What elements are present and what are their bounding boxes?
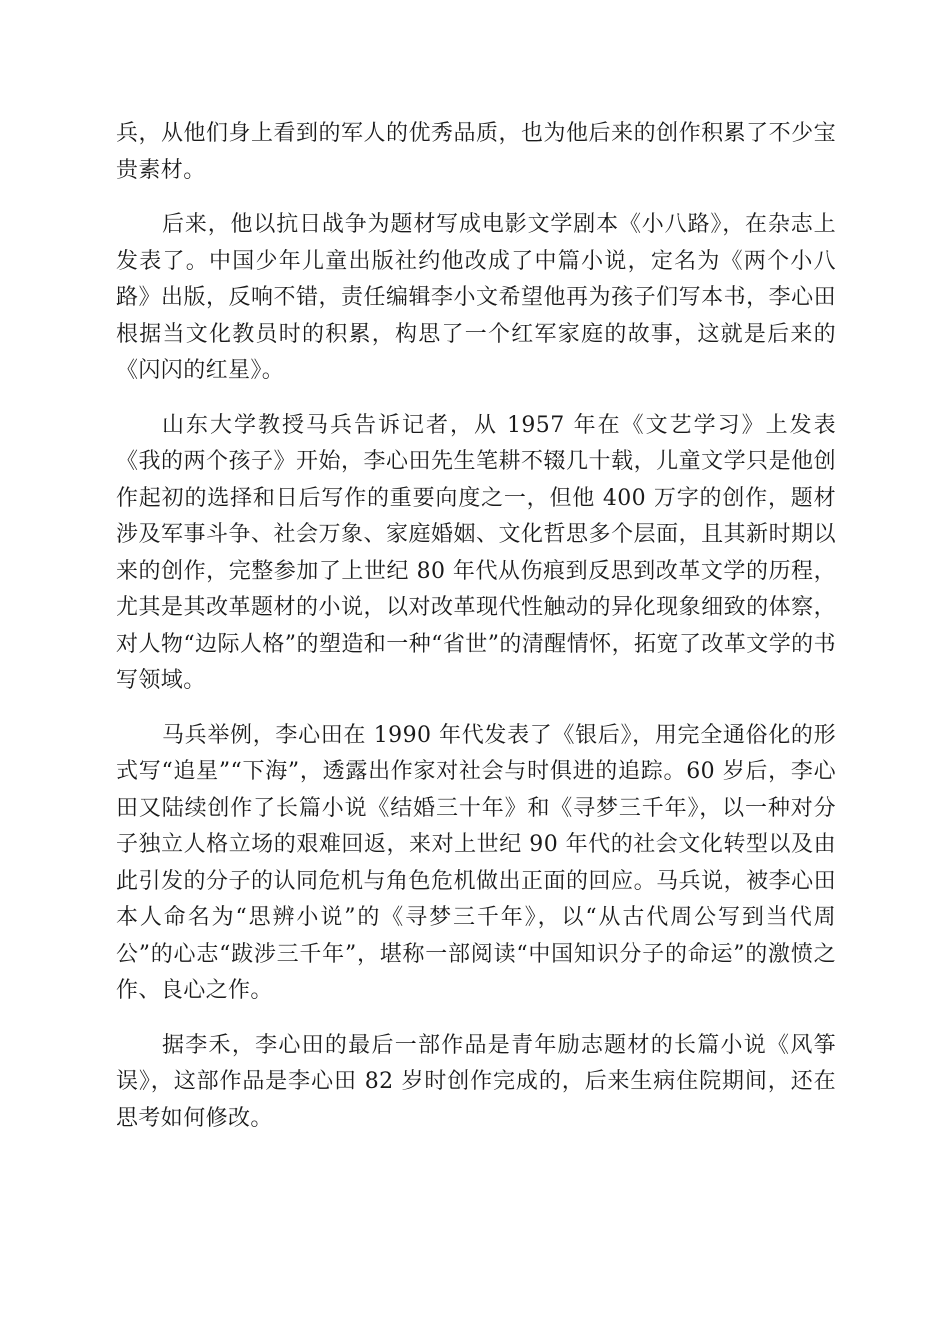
paragraph-1: 兵，从他们身上看到的军人的优秀品质，也为他后来的创作积累了不少宝贵素材。 [116,121,836,183]
paragraph-5: 据李禾，李心田的最后一部作品是青年励志题材的长篇小说《风筝误》，这部作品是李心田 82 岁时创作完成的，后来生病住院期间，还在思考如何修改。 [116,1032,836,1131]
paragraph-2: 后来，他以抗日战争为题材写成电影文学剧本《小八路》，在杂志上发表了。中国少年儿童出版社约他改成了中篇小说，定名为《两个小八路》出版，反响不错，责任编辑李小文希望他再为孩子们写本书，李心田根据当文化教员时的积累，构思了一个红军家庭的故事，这就是后来的《闪闪的红星》。 [116,212,836,383]
document-body [116,116,836,1155]
paragraph-3: 山东大学教授马兵告诉记者，从 1957 年在《文艺学习》上发表《我的两个孩子》开始，李心田先生笔耕不辍几十载，儿童文学只是他创作起初的选择和日后写作的重要向度之一，但他 400 万字的创作，题材涉及军事斗争、社会万象、家庭婚姻、文化哲思多个层面，且其新时期以来的创作，完整参加了上世纪 80 年代从伤痕到反思到改革文学的历程，尤其是其改革题材的小说，以对改革现代性触动的异化现象细致的体察，对人物“边际人格”的塑造和一种“省世”的清醒情怀，拓宽了改革文学的书写领域。 [116,412,836,693]
paragraph-4: 马兵举例，李心田在 1990 年代发表了《银后》，用完全通俗化的形式写“追星”“下海”，透露出作家对社会与时俱进的追踪。60 岁后，李心田又陆续创作了长篇小说《结婚三十年》和《寻梦三千年》，以一种对分子独立人格立场的艰难回返，来对上世纪 90 年代的社会文化转型以及由此引发的分子的认同危机与角色危机做出正面的回应。马兵说，被李心田本人命名为“思辨小说”的《寻梦三千年》，以“从古代周公写到当代周公”的心志“跋涉三千年”，堪称一部阅读“中国知识分子的命运”的激愤之作、良心之作。 [116,722,836,1003]
